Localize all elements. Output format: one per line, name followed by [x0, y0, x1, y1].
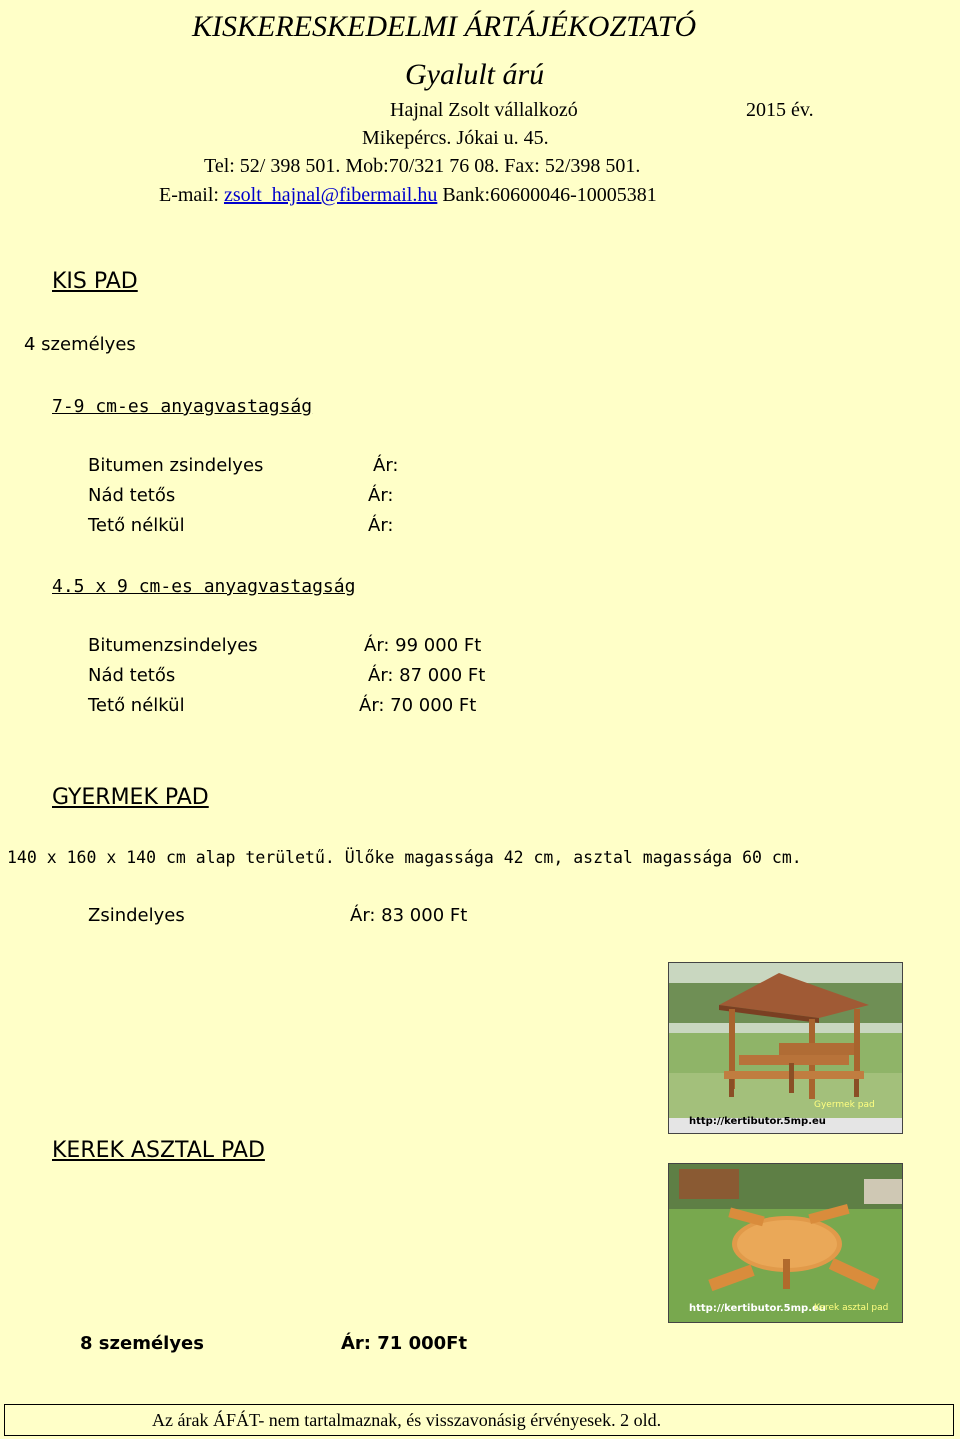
- photo-url: http://kertibutor.5mp.eu: [689, 1116, 826, 1127]
- item-price: Ár:: [373, 455, 399, 476]
- kerek-asztal-illustration: [669, 1164, 902, 1322]
- year: 2015 év.: [746, 99, 814, 121]
- bank-account: Bank:60600046-10005381: [437, 184, 657, 206]
- kis-pad-heading: KIS PAD: [52, 269, 138, 294]
- item-price: Ár: 87 000 Ft: [368, 665, 486, 686]
- photo-caption: Kerek asztal pad: [814, 1303, 889, 1313]
- item-price: Ár: 70 000 Ft: [359, 695, 477, 716]
- item-name: Bitumenzsindelyes: [88, 635, 258, 656]
- item-name: Tető nélkül: [88, 515, 185, 536]
- item-name: Tető nélkül: [88, 695, 185, 716]
- kerek-asztal-pad-photo: [668, 1163, 903, 1323]
- address: Mikepércs. Jókai u. 45.: [362, 127, 549, 149]
- thickness-heading-1: 7-9 cm-es anyagvastagság: [52, 396, 313, 417]
- company-name: Hajnal Zsolt vállalkozó: [390, 99, 578, 121]
- contact-line: [159, 184, 657, 207]
- item-name: Bitumen zsindelyes: [88, 455, 264, 476]
- kerek-asztal-pad-price: Ár: 71 000Ft: [341, 1333, 468, 1354]
- kerek-asztal-pad-heading: KEREK ASZTAL PAD: [52, 1138, 265, 1163]
- email-link[interactable]: zsolt_hajnal@fibermail.hu: [223, 184, 438, 206]
- gyermek-pad-photo: [668, 962, 903, 1134]
- kis-pad-capacity: 4 személyes: [24, 334, 136, 355]
- item-name: Nád tetős: [88, 665, 176, 686]
- thickness-heading-2: 4.5 x 9 cm-es anyagvastagság: [52, 576, 356, 597]
- page-subtitle: Gyalult árú: [405, 58, 545, 91]
- photo-caption: Gyermek pad: [814, 1100, 875, 1110]
- item-price: Ár:: [368, 515, 394, 536]
- kerek-asztal-pad-capacity: 8 személyes: [80, 1333, 204, 1354]
- footer-note: Az árak ÁFÁT- nem tartalmaznak, és visszavonásig érvényesek. 2 old.: [152, 1410, 662, 1430]
- page-title: KISKERESKEDELMI ÁRTÁJÉKOZTATÓ: [192, 10, 697, 43]
- item-price: Ár:: [368, 485, 394, 506]
- phone-numbers: Tel: 52/ 398 501. Mob:70/321 76 08. Fax: 52/398 501.: [204, 155, 641, 177]
- gyermek-pad-description: 140 x 160 x 140 cm alap területű. Ülőke magassága 42 cm, asztal magassága 60 cm.: [7, 848, 802, 867]
- item-name: Nád tetős: [88, 485, 176, 506]
- email-label: E-mail:: [159, 184, 224, 206]
- item-name: Zsindelyes: [88, 905, 185, 926]
- item-price: Ár: 83 000 Ft: [350, 905, 468, 926]
- gyermek-pad-heading: GYERMEK PAD: [52, 785, 209, 810]
- photo-url: http://kertibutor.5mp.eu: [689, 1303, 826, 1314]
- item-price: Ár: 99 000 Ft: [364, 635, 482, 656]
